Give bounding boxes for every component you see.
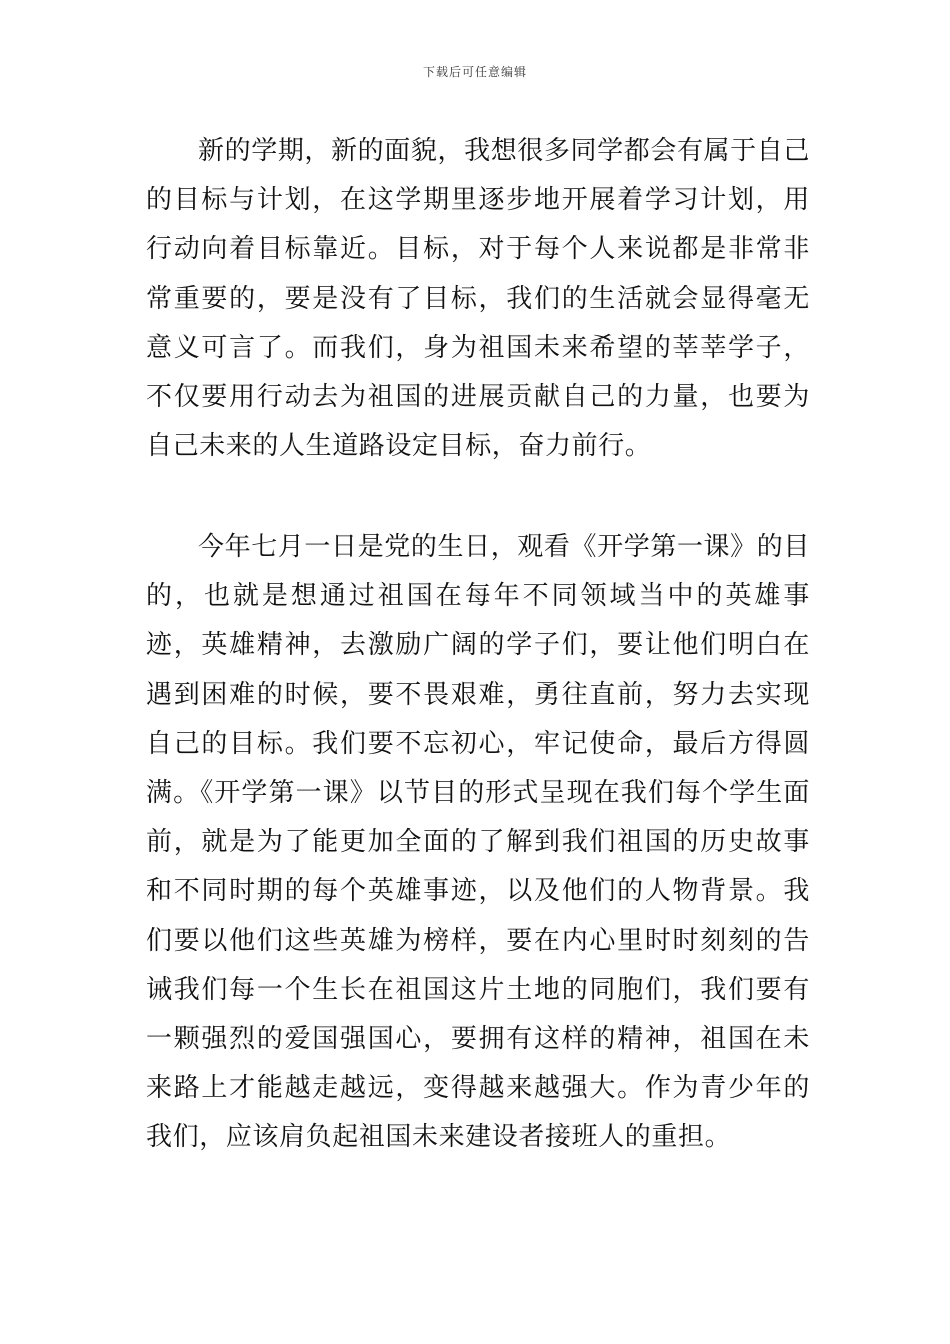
body-paragraph-1: 新的学期，新的面貌，我想很多同学都会有属于自己的目标与计划，在这学期里逐步地开展着学习计划，用行动向着目标靠近。目标，对于每个人来说都是非常非常重要的，要是没有了目标，我们的生活就会显得毫无意义可言了。而我们，身为祖国未来希望的莘莘学子，不仅要用行动去为祖国的进展贡献自己的力量，也要为自己未来的人生道路设定目标，奋力前行。: [146, 136, 810, 462]
body-paragraph-2: 今年七月一日是党的生日，观看《开学第一课》的目的，也就是想通过祖国在每年不同领域当中的英雄事迹，英雄精神，去激励广阔的学子们，要让他们明白在遇到困难的时候，要不畏艰难，勇往直前，努力去实现自己的目标。我们要不忘初心，牢记使命，最后方得圆满。《开学第一课》以节目的形式呈现在我们每个学生面前，就是为了能更加全面的了解到我们祖国的历史故事和不同时期的每个英雄事迹，以及他们的人物背景。我们要以他们这些英雄为榜样，要在内心里时时刻刻的告诫我们每一个生长在祖国这片土地的同胞们，我们要有一颗强烈的爱国强国心，要拥有这样的精神，祖国在未来路上才能越走越远，变得越来越强大。作为青少年的我们，应该肩负起祖国未来建设者接班人的重担。: [146, 532, 810, 1153]
page-header-note: 下载后可任意编辑: [422, 65, 527, 79]
